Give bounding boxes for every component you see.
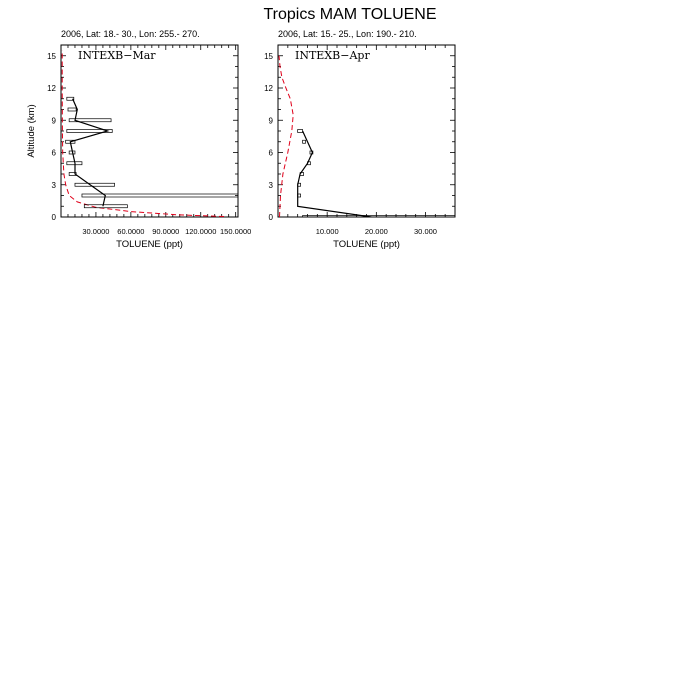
chart-panel-2 xyxy=(264,29,455,250)
range-box xyxy=(298,130,303,133)
x-tick-label: 20.000 xyxy=(364,227,388,236)
range-box xyxy=(75,183,115,186)
panel-subtitle: 2006, Lat: 18.- 30., Lon: 255.- 270. xyxy=(61,29,200,39)
y-tick-label: 6 xyxy=(51,148,56,158)
model-profile-line xyxy=(279,56,293,217)
model-profile-line xyxy=(62,50,224,216)
x-tick-label: 60.0000 xyxy=(117,227,145,236)
y-tick-label: 9 xyxy=(51,116,56,126)
panel-subtitle: 2006, Lat: 15.- 25., Lon: 190.- 210. xyxy=(278,29,417,39)
y-tick-label: 3 xyxy=(51,180,56,190)
y-tick-label: 0 xyxy=(268,213,273,222)
range-box xyxy=(303,140,306,143)
observed-profile-line xyxy=(298,131,372,217)
x-tick-label: 120.0000 xyxy=(185,227,217,236)
plot-frame xyxy=(61,45,238,217)
x-tick-label: 150.0000 xyxy=(220,227,252,236)
y-axis-label: Altitude (km) xyxy=(26,104,37,158)
y-tick-label: 9 xyxy=(268,116,273,126)
observed-profile-line xyxy=(70,99,107,207)
y-tick-label: 3 xyxy=(268,180,273,190)
y-tick-label: 15 xyxy=(47,51,56,61)
y-tick-label: 0 xyxy=(51,213,56,222)
plot-area xyxy=(62,50,239,216)
x-axis-label: TOLUENE (ppt) xyxy=(116,239,183,250)
y-tick-label: 12 xyxy=(264,84,273,93)
x-axis-label: TOLUENE (ppt) xyxy=(333,239,400,250)
range-box xyxy=(84,205,127,208)
y-tick-label: 15 xyxy=(264,51,273,61)
x-tick-label: 90.0000 xyxy=(152,227,180,236)
y-tick-label: 6 xyxy=(268,148,273,158)
chart-panel-1 xyxy=(26,29,251,250)
panels-group xyxy=(26,29,455,250)
x-tick-label: 30.0000 xyxy=(82,227,110,236)
campaign-label: INTEXB−Mar xyxy=(78,49,156,62)
figure-title: Tropics MAM TOLUENE xyxy=(263,6,437,23)
x-tick-label: 30.000 xyxy=(414,227,437,236)
y-tick-label: 12 xyxy=(47,84,56,93)
range-box xyxy=(68,108,76,111)
x-tick-label: 10.000 xyxy=(315,227,339,236)
plot-frame xyxy=(278,45,455,217)
campaign-label: INTEXB−Apr xyxy=(295,49,370,62)
plot-area xyxy=(279,56,455,219)
